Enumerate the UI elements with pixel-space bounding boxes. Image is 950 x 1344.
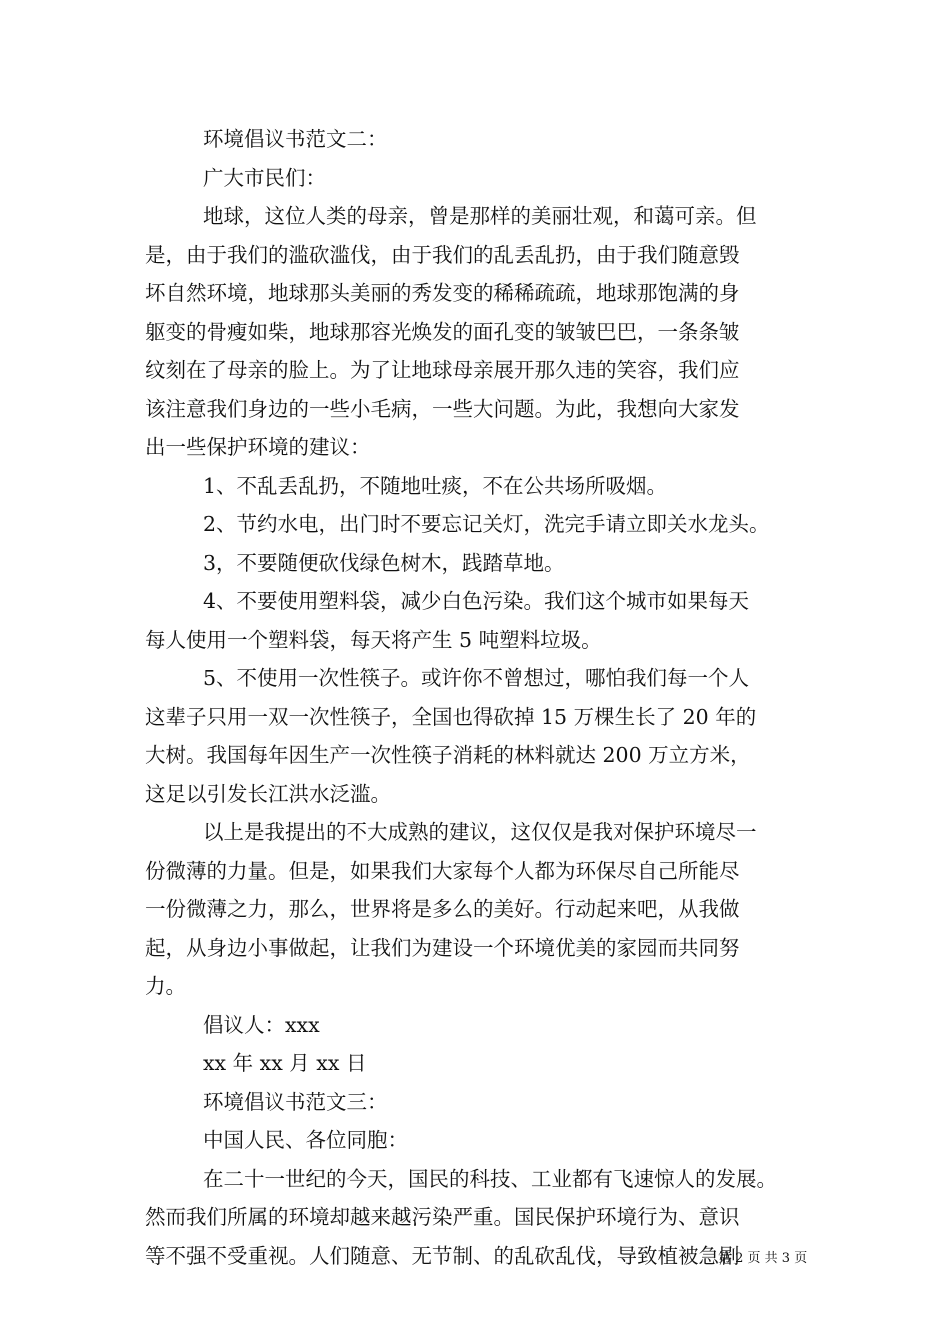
paragraph-line: 这足以引发长江洪水泛滥。 xyxy=(145,781,391,806)
paragraph-line: 坏自然环境，地球那头美丽的秀发变的稀稀疏疏，地球那饱满的身 xyxy=(145,281,740,305)
paragraph-line: 在二十一世纪的今天，国民的科技、工业都有飞速惊人的发展。 xyxy=(203,1166,777,1191)
paragraph-line: 份微薄的力量。但是，如果我们大家每个人都为环保尽自己所能尽 xyxy=(145,858,740,883)
paragraph-line: 大树。我国每年因生产一次性筷子消耗的林料就达 200 万立方米， xyxy=(145,743,751,767)
paragraph-line: 一份微薄之力，那么，世界将是多么的美好。行动起来吧，从我做 xyxy=(145,897,740,921)
paragraph-line: 是，由于我们的滥砍滥伐，由于我们的乱丢乱扔，由于我们随意毁 xyxy=(145,242,740,267)
date-line: xx 年 xx 月 xx 日 xyxy=(203,1051,367,1075)
paragraph-line: 起，从身边小事做起，让我们为建设一个环境优美的家园而共同努 xyxy=(145,935,740,960)
suggestion-item-4: 4、不要使用塑料袋，减少白色污染。我们这个城市如果每天 xyxy=(203,589,750,613)
suggestion-item-5: 5、不使用一次性筷子。或许你不曾想过，哪怕我们每一个人 xyxy=(203,666,750,690)
paragraph-line: 这辈子只用一双一次性筷子，全国也得砍掉 15 万棵生长了 20 年的 xyxy=(145,704,757,729)
salutation-compatriots: 中国人民、各位同胞： xyxy=(203,1128,408,1152)
suggestion-item-1: 1、不乱丢乱扔，不随地吐痰，不在公共场所吸烟。 xyxy=(203,473,668,498)
section-title-two: 环境倡议书范文二： xyxy=(203,127,388,151)
paragraph-line: 出一些保护环境的建议： xyxy=(145,435,371,459)
paragraph-line: 地球，这位人类的母亲，曾是那样的美丽壮观，和蔼可亲。但 xyxy=(203,204,757,228)
paragraph-line: 然而我们所属的环境却越来越污染严重。国民保护环境行为、意识 xyxy=(145,1205,740,1229)
suggestion-item-2: 2、节约水电，出门时不要忘记关灯，洗完手请立即关水龙头。 xyxy=(203,512,770,536)
section-title-three: 环境倡议书范文三： xyxy=(203,1089,388,1114)
document-body xyxy=(145,120,817,1275)
suggestion-item-3: 3，不要随便砍伐绿色树木，践踏草地。 xyxy=(203,550,565,575)
paragraph-line: 以上是我提出的不大成熟的建议，这仅仅是我对保护环境尽一 xyxy=(203,820,757,844)
page-number: 第 2 页 共 3 页 xyxy=(718,1251,808,1266)
paragraph-line: 该注意我们身边的一些小毛病，一些大问题。为此，我想向大家发 xyxy=(145,396,740,421)
paragraph-line: 躯变的骨瘦如柴，地球那容光焕发的面孔变的皱皱巴巴，一条条皱 xyxy=(145,319,740,344)
paragraph-line: 等不强不受重视。人们随意、无节制、的乱砍乱伐，导致植被急剧 xyxy=(145,1243,740,1268)
paragraph-line: 每人使用一个塑料袋，每天将产生 5 吨塑料垃圾。 xyxy=(145,627,602,652)
paragraph-line: 力。 xyxy=(145,974,186,998)
signer-line: 倡议人：xxx xyxy=(203,1012,320,1037)
paragraph-line: 纹刻在了母亲的脸上。为了让地球母亲展开那久违的笑容，我们应 xyxy=(145,358,740,382)
salutation-citizens: 广大市民们： xyxy=(203,165,326,190)
